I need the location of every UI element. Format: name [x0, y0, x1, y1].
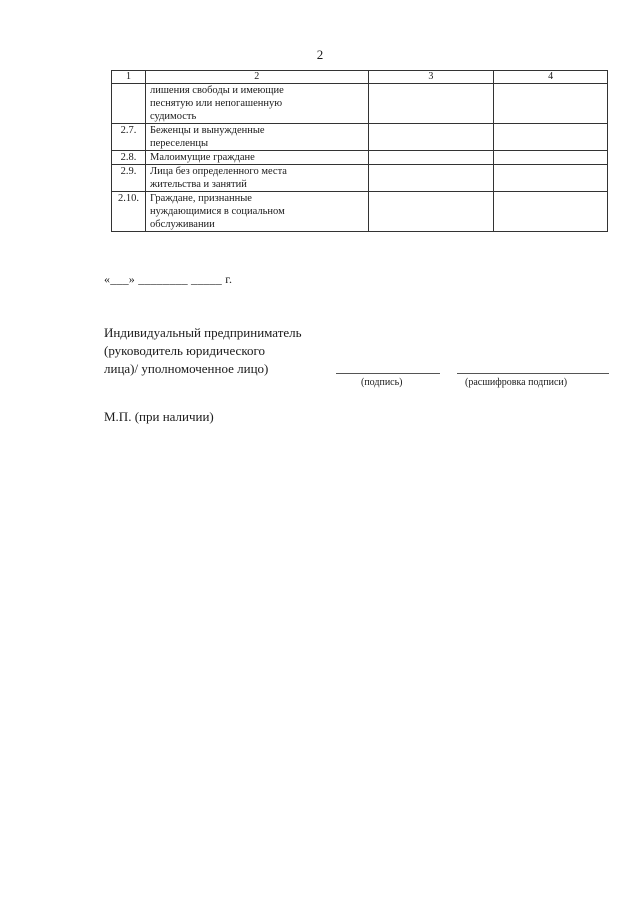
row-col-3 — [368, 124, 494, 151]
signer-line-1: Индивидуальный предприниматель — [104, 325, 302, 340]
table-row — [112, 192, 608, 232]
signer-block — [104, 324, 302, 378]
row-number: 2.10. — [112, 192, 146, 232]
date-line: «___» ________ _____ г. — [104, 272, 233, 286]
row-category: лишения свободы и имеющие песнятую или непогашенную судимость — [145, 84, 368, 124]
table-header-row — [112, 71, 608, 84]
row-category: Беженцы и вынужденные переселенцы — [145, 124, 368, 151]
signature-line — [336, 373, 440, 374]
stamp-note: М.П. (при наличии) — [104, 409, 214, 424]
row-col-3 — [368, 84, 494, 124]
row-category: Малоимущие граждане — [145, 151, 368, 165]
row-col-4 — [494, 124, 608, 151]
signer-line-3: лица)/ уполномоченное лицо) — [104, 361, 269, 376]
row-category: Лица без определенного места жительства и занятий — [145, 165, 368, 192]
header-col-3: 3 — [368, 71, 494, 84]
row-col-4 — [494, 84, 608, 124]
row-col-3 — [368, 192, 494, 232]
row-col-4 — [494, 151, 608, 165]
table-row — [112, 151, 608, 165]
page-number: 2 — [316, 47, 324, 62]
row-col-3 — [368, 165, 494, 192]
signer-line-2: (руководитель юридического — [104, 343, 265, 358]
signature-caption: (подпись) — [361, 377, 403, 388]
row-col-3 — [368, 151, 494, 165]
table-row — [112, 124, 608, 151]
row-number: 2.9. — [112, 165, 146, 192]
row-number: 2.7. — [112, 124, 146, 151]
decoding-caption: (расшифровка подписи) — [465, 377, 568, 388]
categories-table — [111, 70, 608, 232]
row-number: 2.8. — [112, 151, 146, 165]
table-body — [112, 84, 608, 232]
row-col-4 — [494, 165, 608, 192]
header-col-2: 2 — [145, 71, 368, 84]
decoding-line — [457, 373, 609, 374]
row-number — [112, 84, 146, 124]
table-row — [112, 165, 608, 192]
table-row — [112, 84, 608, 124]
row-col-4 — [494, 192, 608, 232]
header-col-1: 1 — [112, 71, 146, 84]
row-category: Граждане, признанные нуждающимися в социальном обслуживании — [145, 192, 368, 232]
header-col-4: 4 — [494, 71, 608, 84]
